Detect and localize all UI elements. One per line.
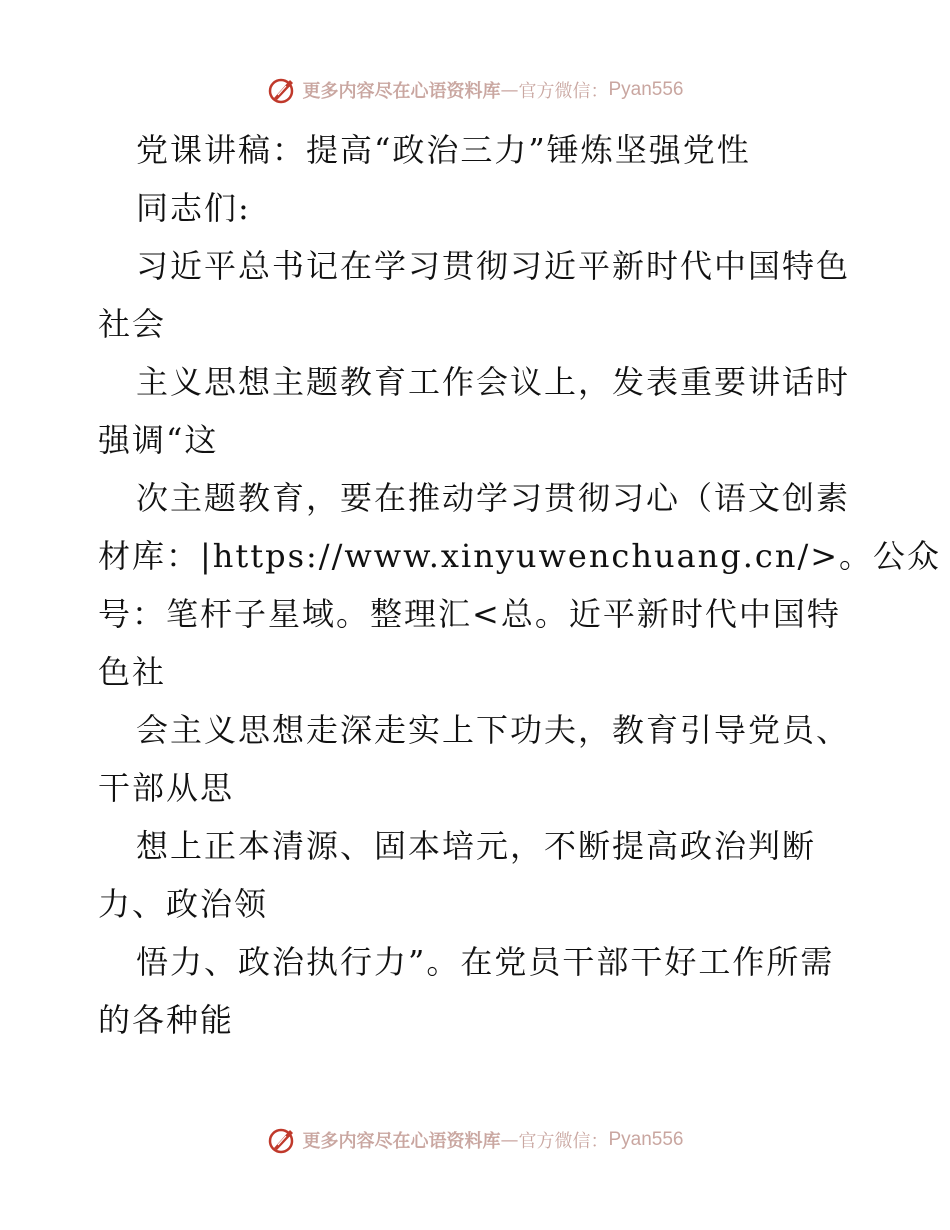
watermark-site-text: 更多内容尽在心语资料库	[302, 81, 501, 102]
salutation: 同志们:	[136, 189, 251, 227]
text-line: 干部从思	[98, 769, 235, 807]
watermark-site-text: 更多内容尽在心语资料库	[302, 1131, 501, 1152]
text-line: 主义思想主题教育工作会议上，发表重要讲话时	[136, 363, 851, 401]
text-line: 社会	[98, 305, 167, 343]
text-line: 悟力、政治执行力”。在党员干部干好工作所需	[136, 943, 835, 981]
watermark-wechat-id: Pyan556	[608, 79, 684, 100]
text-line: 的各种能	[98, 1001, 235, 1039]
header-watermark	[0, 70, 950, 110]
watermark-wechat-label: 官方微信：	[518, 81, 609, 102]
text-line: 会主义思想走深走实上下功夫，教育引导党员、	[136, 711, 851, 749]
text-line: 次主题教育，要在推动学习贯彻习心（语文创素	[136, 479, 851, 517]
text-line-url: 材库：|https://www.xinyuwenchuang.cn/>。公众	[98, 537, 942, 575]
quill-logo-icon	[266, 74, 298, 106]
text-line: 强调“这	[98, 421, 219, 459]
text-line: 力、政治领	[98, 885, 269, 923]
text-line: 色社	[98, 653, 167, 691]
quill-logo-icon	[266, 1124, 298, 1156]
watermark-wechat-label: 官方微信：	[518, 1131, 609, 1152]
text-line: 想上正本清源、固本培元，不断提高政治判断	[136, 827, 817, 865]
document-title: 党课讲稿：提高“政治三力”锤炼坚强党性	[136, 131, 751, 169]
watermark-separator: —	[500, 79, 519, 101]
text-line: 习近平总书记在学习贯彻习近平新时代中国特色	[136, 247, 851, 285]
watermark-wechat-id: Pyan556	[608, 1129, 684, 1150]
watermark-separator: —	[500, 1129, 519, 1151]
footer-watermark	[0, 1120, 950, 1160]
text-line: 号：笔杆子星域。整理汇<总。近平新时代中国特	[98, 595, 841, 633]
